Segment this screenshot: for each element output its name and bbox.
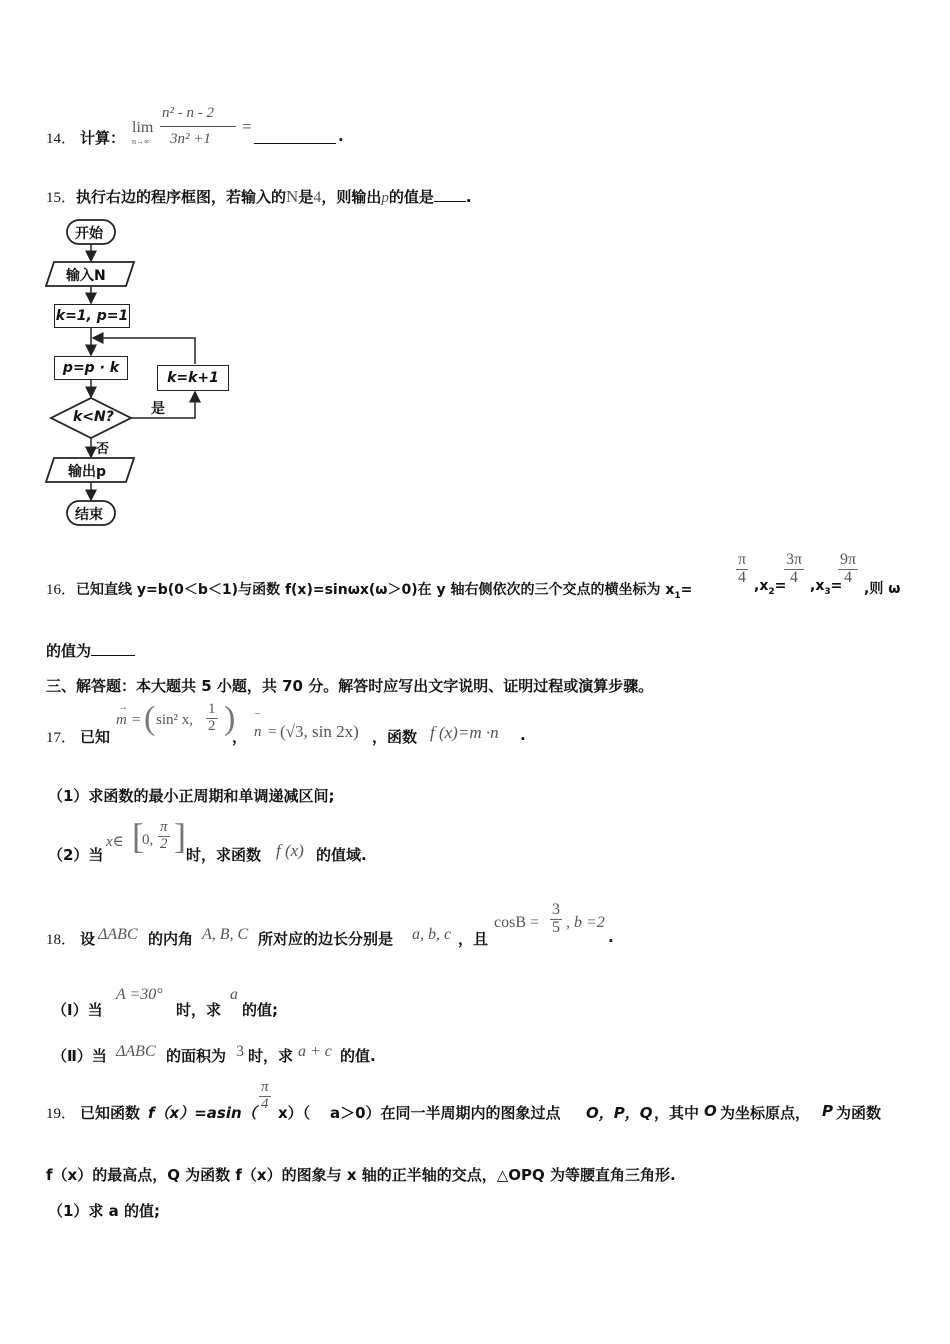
q16-frac2-den: 4 [784,569,804,587]
q19-text-d: 为函数 [836,1104,882,1122]
q16-eq2: = [774,578,787,594]
q14-denominator: 3n² +1 [170,131,211,147]
q18-part2-value: 3 [236,1043,244,1060]
q19-frac-num: π [261,1079,269,1095]
q15-text-b: 是 [298,188,314,206]
q18-cos-num: 3 [552,901,560,918]
q16-frac3-num: 9π [840,551,857,568]
q14-numerator: n² - n - 2 [162,105,214,121]
q18-part2-expr: a + c [298,1043,332,1060]
q19-text-a: 已知函数 [80,1104,141,1122]
flowchart-start: 开始 [75,226,103,242]
flowchart-output: 输出p [68,464,107,480]
flowchart-yes: 是 [151,401,165,417]
q17-part1: （1）求函数的最小正周期和单调递减区间; [48,787,335,805]
q17-part2-frac [158,820,170,853]
q15-text-a: 执行右边的程序框图，若输入的 [76,188,287,206]
q17-part2-right-bracket: ] [174,816,186,856]
q19-text-b: ，其中 [654,1104,700,1122]
q17-part2-x: x∈ [106,834,124,850]
q16-x2-label: ,x [754,578,769,594]
q19-p: P [822,1102,833,1120]
q16-x3-label: ,x [810,578,825,594]
q15-var-n: N [286,187,299,206]
q18-part1-b: 时，求 [176,1001,222,1019]
q18-b-value: , b =2 [566,914,605,931]
q16-sub2: 2 [768,586,775,597]
q14-equals: = [242,117,252,136]
q16-line2-text: 的值为 [46,642,92,660]
q17-m-arrow-icon: → [118,702,128,713]
q17-number: 17． [46,730,77,746]
q17-func: f (x)=m ·n [430,723,499,742]
q19-text-c: 为坐标原点， [720,1104,811,1122]
q17-func-label: ，函数 [372,728,418,746]
q15-var-p: p [381,190,389,206]
q17-part2-two: 2 [158,836,170,853]
q18-text-b: 的内角 [148,930,194,948]
q18-part1-a: （Ⅰ）当 [52,1001,103,1019]
q19-cond: a＞0）在同一半周期内的图象过点 [330,1104,561,1122]
q19-part1: （1）求 a 的值; [48,1202,161,1220]
q18-part2-d: 的值. [340,1047,376,1065]
q17-m-half-num: 1 [208,701,216,717]
q16 [46,552,916,662]
q17-part2-f: f (x) [276,841,304,860]
q16-eq3: = [830,578,843,594]
q16-answer-blank [91,641,135,656]
q17-m-half [206,702,218,735]
q16-tail: ,则 ω [864,581,901,597]
q15-answer-blank [434,187,466,202]
q19 [46,1078,916,1228]
q18-part1-var: a [230,986,238,1003]
q14-end: . [338,127,344,145]
q19-o: O [704,1102,717,1120]
q15-text-c: ，则输出 [321,188,382,206]
q18-cos-frac [550,902,562,937]
q15-val: 4 [313,189,322,206]
flowchart-no: 否 [96,442,110,457]
q18-angles: A, B, C [202,926,249,943]
q14-number: 14． [46,131,77,147]
q17-m-right-paren: ) [224,700,236,737]
flowchart-end: 结束 [75,507,103,523]
q17-m-components: sin² x, [156,712,194,728]
q18-sides: a, b, c [412,926,452,943]
q16-frac2 [784,552,804,587]
flowchart-multiply: p=p · k [54,356,128,380]
q16-line2 [46,640,135,661]
q17-n-vector: n [254,724,262,740]
q15-text-d: 的值是 [388,188,434,206]
q14-label: 计算： [80,129,126,147]
q16-frac2-num: 3π [786,551,803,568]
q18-part2-triangle: ΔABC [116,1043,156,1060]
q18-number: 18． [46,932,77,948]
q17-part2-b: 时，求函数 [186,846,262,864]
flowchart [0,0,260,540]
flowchart-input: 输入N [66,268,106,284]
q18-text-c: 所对应的边长分别是 [258,930,394,948]
q16-frac1-den: 4 [736,569,748,587]
q18-end: . [608,928,614,946]
q14-lim-sub: n→∞ [132,137,150,146]
q17-m-left-paren: ( [144,700,156,737]
q18-part1-condition: A =30° [116,986,163,1003]
q16-x2 [754,578,786,597]
q17-part2-c: 的值域. [316,846,367,864]
q16-frac1-num: π [738,551,747,568]
q15-end: . [465,188,472,206]
q18-cos-den: 5 [552,918,560,936]
q18-text-a: 设 [80,930,96,948]
q17-part2-pi: π [160,819,168,835]
flowchart-condition: k<N? [73,409,114,425]
section3-title: 三、解答题：本大题共 5 小题，共 70 分。解答时应写出文字说明、证明过程或演算步骤。 [46,677,654,695]
q17-m-half-den: 2 [208,717,216,734]
q19-line2: f（x）的最高点，Q 为函数 f（x）的图象与 x 轴的正半轴的交点，△OPQ 为等腰直角三角形. [46,1166,676,1184]
q18-part2-b: 的面积为 [166,1047,227,1065]
q17-sep: ， [232,728,248,746]
q17-n-bar-icon: – [255,708,260,719]
q16-text: 已知直线 y=b(0＜b＜1)与函数 f(x)=sinωx(ω＞0)在 y 轴右侧依次的三个交点的横坐标为 x [76,582,675,598]
q16-line1 [46,578,692,601]
q18 [46,900,906,1065]
q16-frac3 [838,552,858,587]
q16-number: 16． [46,582,77,598]
q17 [46,700,906,870]
q16-eq1: = [680,582,693,598]
flowchart-increment: k=k+1 [157,365,229,391]
q17-m-equals: = [132,712,141,728]
q17-part2-left-bracket: [ [132,816,144,856]
q19-points: O，P，Q [586,1104,653,1122]
q19-number: 19． [46,1106,77,1122]
q15-number: 15． [46,190,77,206]
q14-answer-blank [254,129,336,144]
q17-m-vector: m [116,712,127,728]
q18-part2-c: 时，求 [248,1047,294,1065]
q18-text-d: ，且 [458,930,489,948]
q17-part2-a: （2）当 [48,846,104,864]
q14-lim: lim [132,119,154,136]
q17-label: 已知 [80,728,111,746]
q19-x: x）（ [278,1104,311,1122]
q16-frac1 [736,552,748,587]
q17-end: . [520,726,526,744]
q16-sub1: 1 [674,590,681,601]
q19-frac-den: 4 [259,1096,271,1113]
q18-part1-c: 的值; [242,1001,278,1019]
flowchart-connectors [0,0,260,540]
q19-frac [259,1080,271,1113]
q17-n-equals: = [268,724,277,740]
q18-part2-a: （Ⅱ）当 [52,1047,107,1065]
q16-sub3: 3 [824,586,831,597]
q17-part2-interval: 0, [142,832,154,848]
q16-frac3-den: 4 [838,569,858,587]
q19-function [148,1102,257,1123]
q17-n-components: (√3, sin 2x) [280,722,359,741]
q19-function-text: f（x）=asin（ [148,1104,257,1122]
q18-triangle: ΔABC [98,926,138,943]
flowchart-init: k=1, p=1 [54,304,130,328]
q18-cos: cosB = [494,914,540,931]
